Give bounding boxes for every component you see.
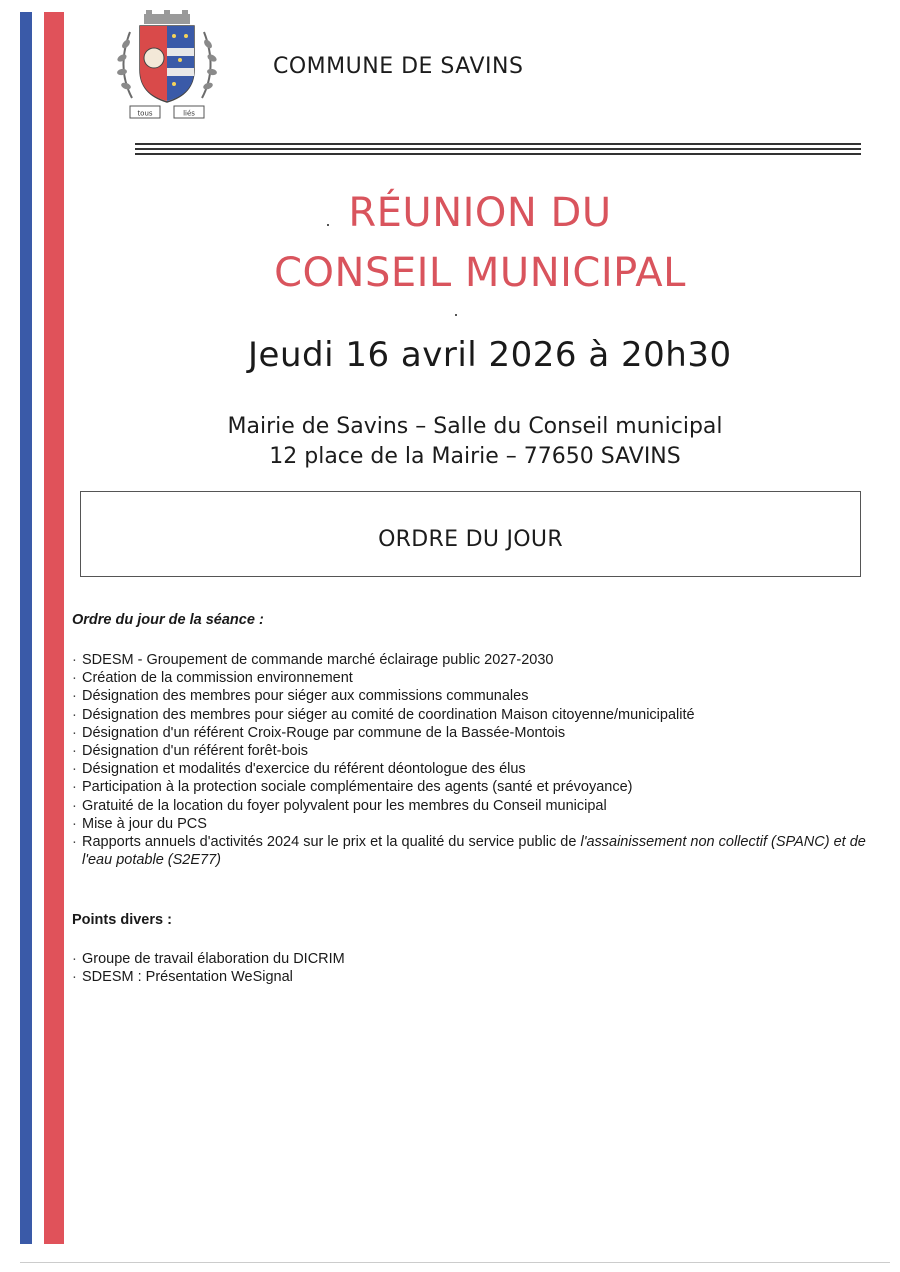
- svg-text:liés: liés: [183, 109, 195, 118]
- page-title-line2: CONSEIL MUNICIPAL: [274, 250, 686, 296]
- commune-name: COMMUNE DE SAVINS: [273, 54, 524, 79]
- ordre-du-jour-box: [80, 491, 861, 577]
- list-item: · Gratuité de la location du foyer polyvalent pour les membres du Conseil municipal: [72, 797, 872, 815]
- page-title-line1: RÉUNION DU: [348, 190, 612, 236]
- list-item: · Désignation et modalités d'exercice du référent déontologue des élus: [72, 760, 872, 778]
- list-item: · Création de la commission environnement: [72, 669, 872, 687]
- divers-heading: Points divers :: [72, 912, 172, 928]
- list-item: · Mise à jour du PCS: [72, 815, 872, 833]
- svg-text:tous: tous: [137, 109, 153, 118]
- meeting-address: 12 place de la Mairie – 77650 SAVINS: [269, 444, 681, 469]
- list-item: · Désignation d'un référent forêt-bois: [72, 742, 872, 760]
- list-item: · Désignation des membres pour siéger aux commissions communales: [72, 687, 872, 705]
- meeting-date: Jeudi 16 avril 2026 à 20h30: [248, 335, 732, 375]
- list-item-italic-text: l'assainissement non collectif (SPANC) et de l'eau potable (S2E77): [82, 834, 866, 869]
- commune-crest-logo: [112, 8, 222, 123]
- list-item: · SDESM - Groupement de commande marché éclairage public 2027-2030: [72, 651, 872, 669]
- page-bottom-edge: [20, 1262, 890, 1263]
- header-divider: [135, 143, 861, 145]
- list-item: · Désignation des membres pour siéger au comité de coordination Maison citoyenne/municipalité: [72, 706, 872, 724]
- meeting-location: Mairie de Savins – Salle du Conseil municipal: [227, 414, 723, 439]
- agenda-heading: Ordre du jour de la séance :: [72, 612, 264, 628]
- list-item: · SDESM : Présentation WeSignal: [72, 968, 872, 986]
- list-item: · Groupe de travail élaboration du DICRIM: [72, 950, 872, 968]
- stray-dot: [455, 314, 457, 316]
- ordre-du-jour-title: ORDRE DU JOUR: [378, 527, 563, 552]
- list-item: · Participation à la protection sociale complémentaire des agents (santé et prévoyance): [72, 778, 872, 796]
- list-item: [72, 833, 872, 869]
- list-item: · Désignation d'un référent Croix-Rouge par commune de la Bassée-Montois: [72, 724, 872, 742]
- agenda-list: [72, 651, 872, 869]
- list-item-text: Rapports annuels d'activités 2024 sur le prix et la qualité du service public de: [82, 834, 581, 851]
- divers-list: [72, 950, 872, 986]
- header-divider: [135, 148, 861, 150]
- header-divider: [135, 153, 861, 155]
